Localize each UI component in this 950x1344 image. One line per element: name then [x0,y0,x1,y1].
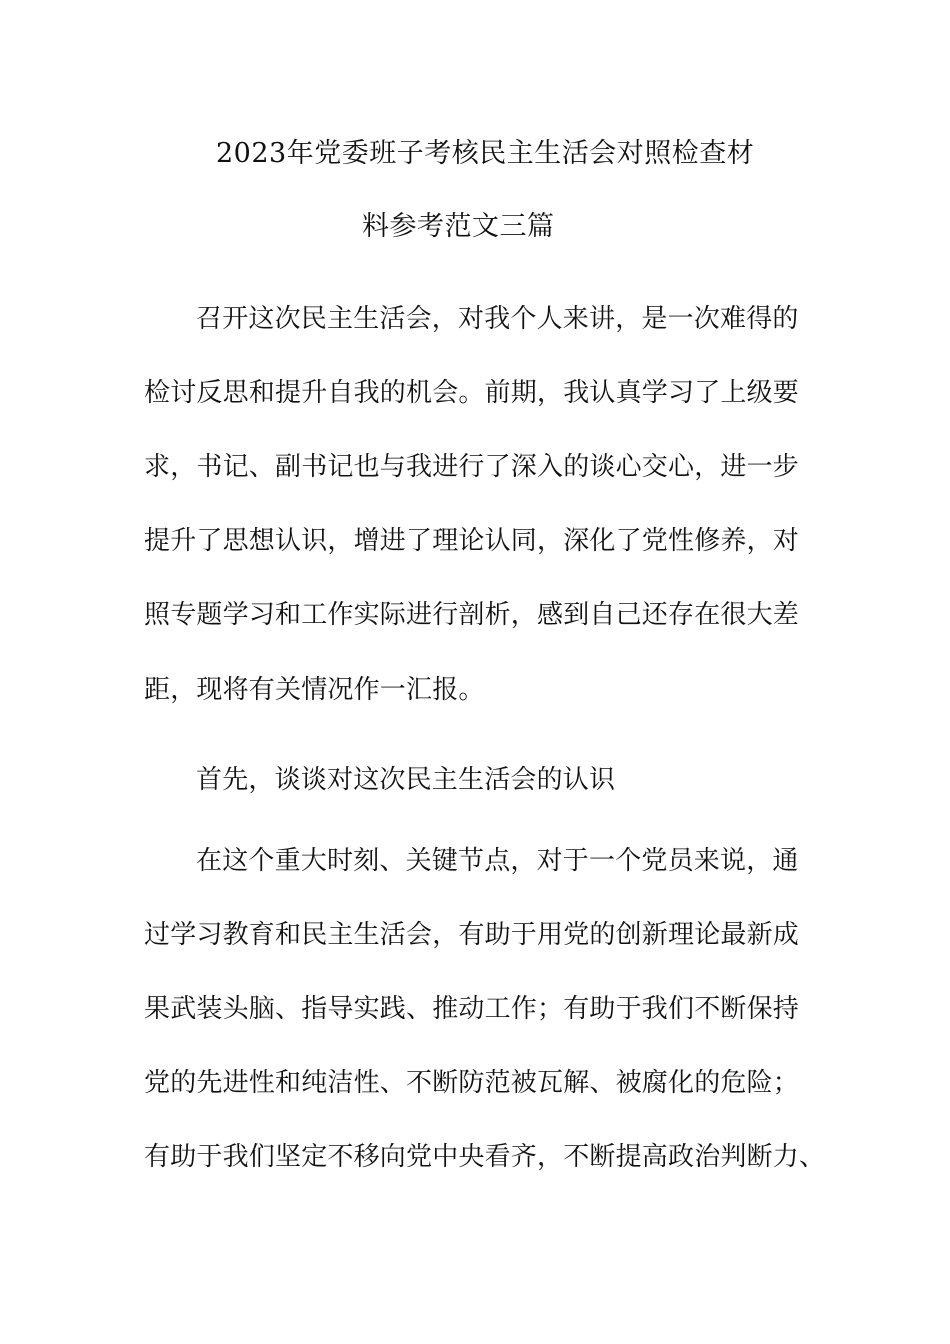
paragraph1-line: 求，书记、副书记也与我进行了深入的谈心交心，进一步 [144,452,800,482]
paragraph2-line: 有助于我们坚定不移向党中央看齐，不断提高政治判断力、 [144,1142,826,1172]
paragraph1-line: 照专题学习和工作实际进行剖析，感到自己还存在很大差 [144,600,800,630]
section-heading: 首先，谈谈对这次民主生活会的认识 [196,765,616,795]
paragraph2-line: 果武装头脑、指导实践、推动工作；有助于我们不断保持 [144,994,800,1024]
paragraph2-line: 在这个重大时刻、关键节点，对于一个党员来说，通 [196,846,799,876]
title-line-1: 2023年党委班子考核民主生活会对照检查材 [216,138,755,169]
title-line-2: 料参考范文三篇 [362,211,555,242]
paragraph1-line: 召开这次民主生活会，对我个人来讲，是一次难得的 [196,304,799,334]
paragraph1-line: 距，现将有关情况作一汇报。 [144,675,485,705]
paragraph2-line: 党的先进性和纯洁性、不断防范被瓦解、被腐化的危险； [144,1068,800,1098]
paragraph1-line: 检讨反思和提升自我的机会。前期，我认真学习了上级要 [144,378,800,408]
paragraph1-line: 提升了思想认识，增进了理论认同，深化了党性修养，对 [144,526,800,556]
paragraph2-line: 过学习教育和民主生活会，有助于用党的创新理论最新成 [144,920,800,950]
